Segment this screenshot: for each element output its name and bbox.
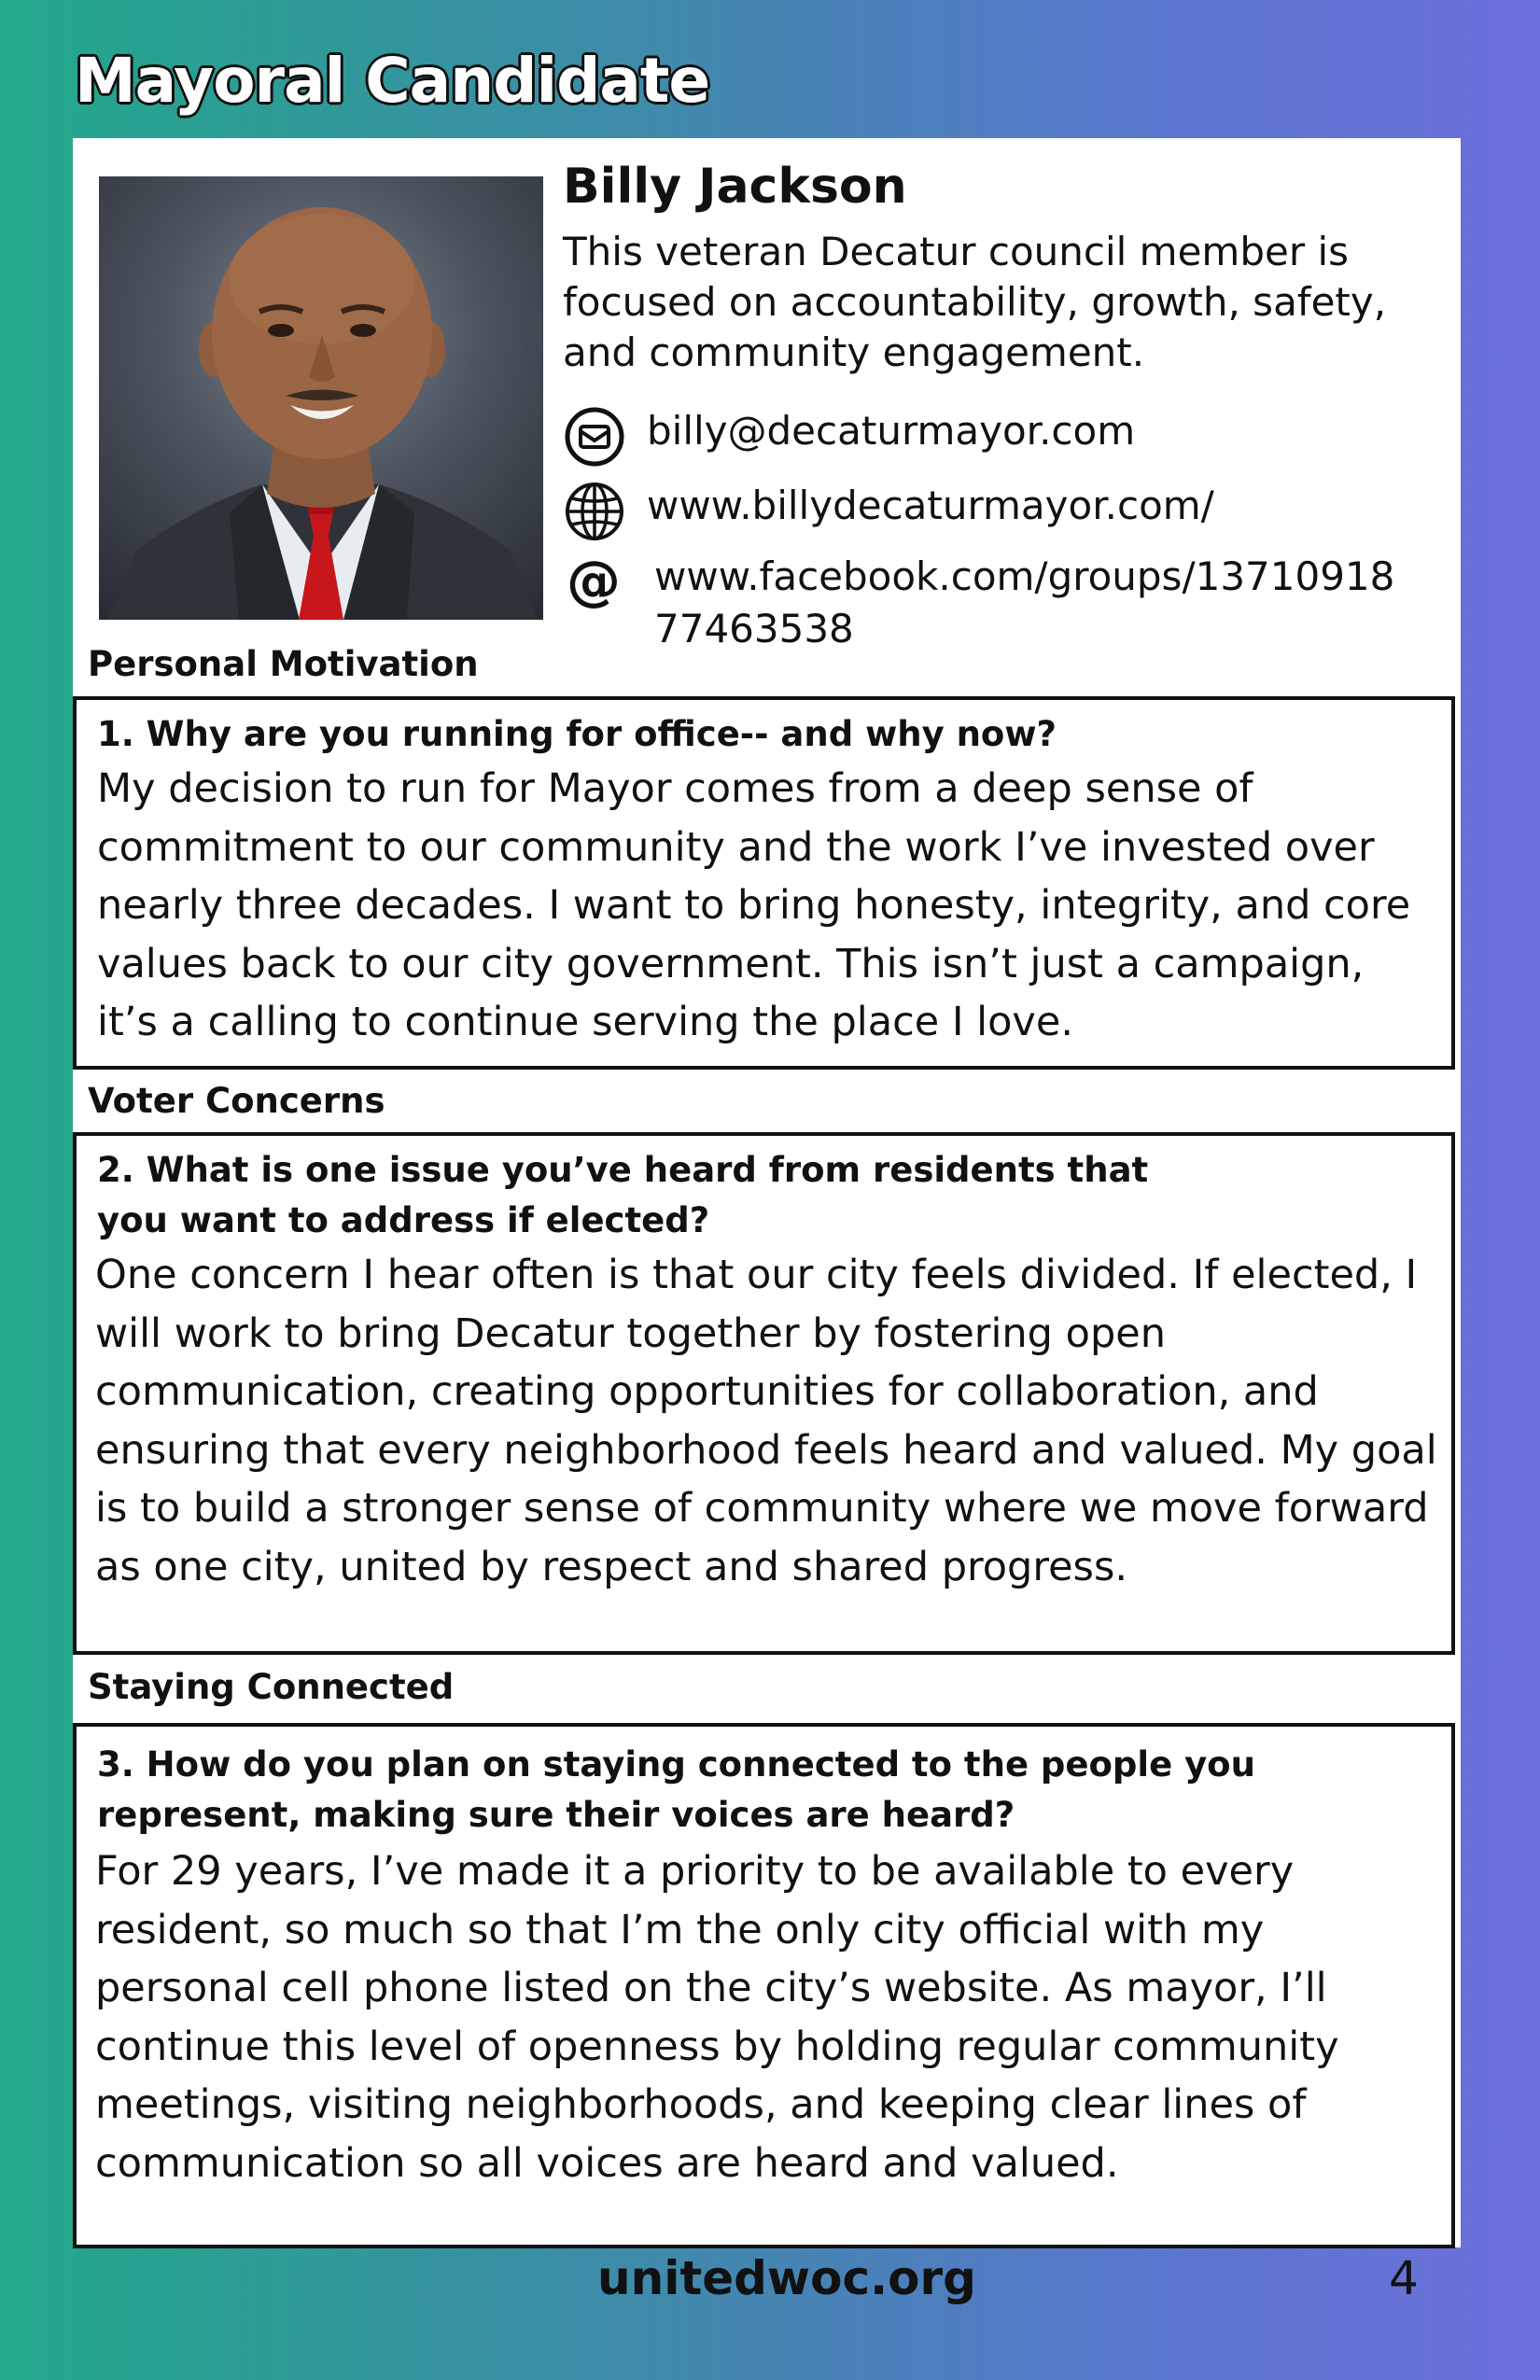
question-box-1 [73,696,1455,1070]
contact-facebook[interactable]: www.facebook.com/groups/1371091877463538 [654,553,1395,651]
answer-3: For 29 years, I’ve made it a priority to be available to every resident, so much so that I’m the only city official with my personal cell phone listed on the city’s website. As mayor, I’ll continue this level of openness by holding regular community meetings, visiting neighborhoods, and keeping clear lines of communication so all voices are heard and valued. [95,1848,1339,2187]
contact-website-row[interactable] [563,480,1214,543]
page-number: 4 [1389,2251,1419,2305]
footer-site-link[interactable]: unitedwoc.org [597,2251,976,2305]
globe-icon [563,480,626,543]
svg-text:@: @ [567,551,621,612]
question-2: 2. What is one issue you’ve heard from residents that you want to address if elected? [97,1150,1149,1240]
answer-2: One concern I hear often is that our city feels divided. If elected, I will work to bring Decatur together by fostering open communication, creating opportunities for collaboration, and ensuring that every neighborhood feels heard and valued. My goal is to build a stronger sense of community where we move forward as one city, united by respect and shared progress. [95,1252,1437,1590]
candidate-portrait [99,176,543,620]
section-label-voter-concerns: Voter Concerns [88,1081,385,1121]
question-box-2 [73,1132,1455,1655]
candidate-photo [99,176,543,620]
candidate-card [73,138,1461,2247]
contact-facebook-row[interactable] [563,551,1421,655]
candidate-name: Billy Jackson [563,159,907,215]
question-1: 1. Why are you running for office-- and why now? [97,714,1057,754]
contact-email-row[interactable] [563,405,1135,469]
answer-1: My decision to run for Mayor comes from a deep sense of commitment to our community and the work I’ve invested over nearly three decades. I want to bring honesty, integrity, and core values back to our city government. This isn’t just a campaign, it’s a calling to continue serving the place I love. [97,765,1411,1045]
email-icon [563,405,626,469]
page-title: Mayoral Candidate [75,45,710,117]
contact-website[interactable]: www.billydecaturmayor.com/ [647,483,1214,528]
section-label-personal-motivation: Personal Motivation [88,644,479,684]
at-icon [563,551,626,614]
section-label-staying-connected: Staying Connected [88,1667,455,1707]
question-box-3 [73,1723,1455,2248]
candidate-bio: This veteran Decatur council member is focused on accountability, growth, safety, and community engagement. [563,229,1387,375]
question-3: 3. How do you plan on staying connected to the people you represent, making sure their voices are heard? [97,1744,1255,1835]
contact-email[interactable]: billy@decaturmayor.com [647,408,1136,454]
